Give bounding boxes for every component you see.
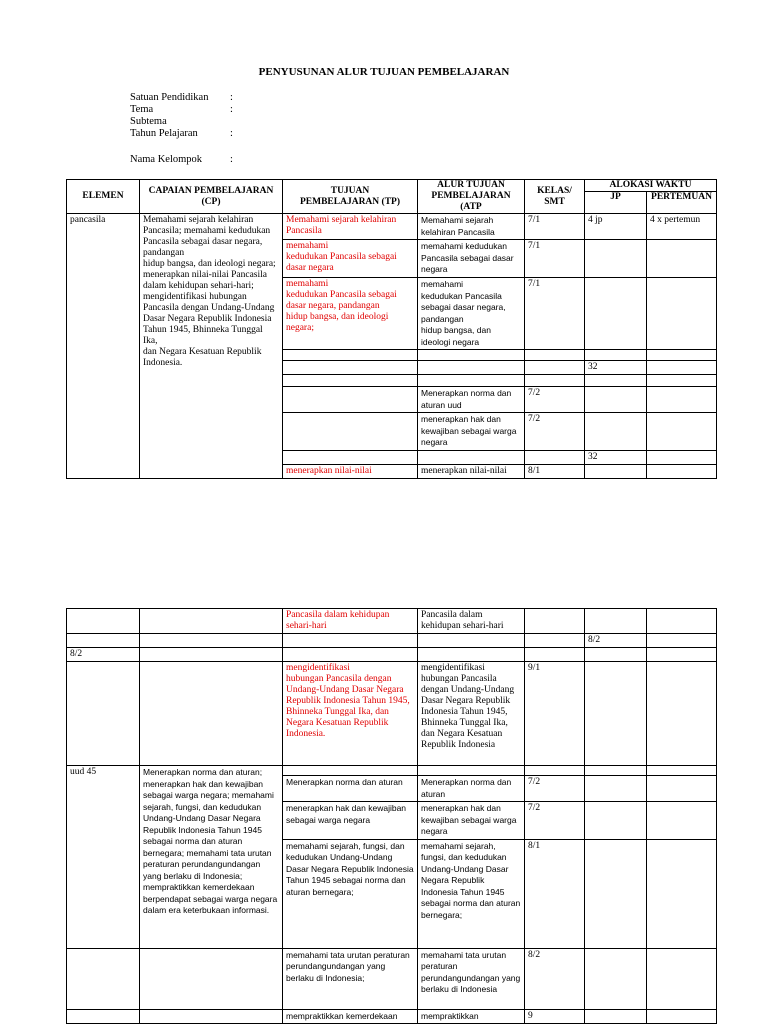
atp-cell <box>418 350 525 361</box>
jp-cell: 32 <box>585 451 647 465</box>
table-row <box>67 1009 717 1024</box>
pertemuan-cell <box>647 350 717 361</box>
elemen-cell <box>67 1009 140 1024</box>
jp-cell <box>585 648 647 662</box>
document-title: PENYUSUNAN ALUR TUJUAN PEMBELAJARAN <box>258 66 510 78</box>
pertemuan-cell <box>647 609 717 634</box>
kelas-cell: 7/1 <box>525 214 585 240</box>
cp-cell <box>140 662 283 766</box>
header-cp: CAPAIAN PEMBELAJARAN (CP) <box>140 180 283 214</box>
tp-cell <box>283 375 418 387</box>
atp-cell <box>418 375 525 387</box>
kelas-cell: 7/2 <box>525 776 585 802</box>
pertemuan-cell <box>647 766 717 776</box>
tp-cell <box>283 766 418 776</box>
atp-cell: menerapkan hak dan kewajiban sebagai warga negara <box>418 413 525 451</box>
pertemuan-cell <box>647 361 717 375</box>
kelas-cell: 7/2 <box>525 802 585 840</box>
tp-cell: memahami kedudukan Pancasila sebagai dasar negara, pandangan hidup bangsa, dan ideologi negara; <box>283 278 418 350</box>
kelas-cell <box>525 451 585 465</box>
cp-cell <box>140 1009 283 1024</box>
tp-cell <box>283 361 418 375</box>
elemen-cell <box>67 948 140 1009</box>
tp-cell <box>283 634 418 648</box>
pertemuan-cell: 4 x pertemun <box>647 214 717 240</box>
tp-cell: mengidentifikasi hubungan Pancasila dengan Undang-Undang Dasar Negara Republik Indonesia Tahun 1945, Bhinneka Tunggal Ika, dan Negara Kesatuan Republik Indonesia. <box>283 662 418 766</box>
table-row <box>67 214 717 240</box>
atp-cell <box>418 451 525 465</box>
kelas-cell <box>525 648 585 662</box>
atp-table-2 <box>66 608 717 1024</box>
table-row <box>67 948 717 1009</box>
pertemuan-cell <box>647 387 717 413</box>
kelas-cell <box>525 634 585 648</box>
info-tema: Tema : <box>130 104 233 115</box>
kelas-cell: 7/2 <box>525 413 585 451</box>
atp-cell: memahami kedudukan Pancasila sebagai dasar negara, pandangan hidup bangsa, dan ideologi negara <box>418 278 525 350</box>
pertemuan-cell <box>647 662 717 766</box>
atp-cell <box>418 766 525 776</box>
atp-cell: Pancasila dalam kehidupan sehari-hari <box>418 609 525 634</box>
cp-cell <box>140 948 283 1009</box>
pertemuan-cell <box>647 839 717 948</box>
jp-cell <box>585 766 647 776</box>
atp-cell: memahami sejarah, fungsi, dan kedudukan Undang-Undang Dasar Negara Republik Indonesia Tahun 1945 sebagai norma dan aturan bernegara; <box>418 839 525 948</box>
tp-cell <box>283 350 418 361</box>
header-jp: JP <box>585 192 647 214</box>
jp-cell <box>585 839 647 948</box>
pertemuan-cell <box>647 413 717 451</box>
header-atp: ALUR TUJUAN PEMBELAJARAN (ATP <box>418 180 525 214</box>
pertemuan-cell <box>647 240 717 278</box>
kelas-cell: 7/2 <box>525 387 585 413</box>
tp-cell <box>283 648 418 662</box>
jp-cell <box>585 1009 647 1024</box>
pertemuan-cell <box>647 1009 717 1024</box>
jp-cell <box>585 413 647 451</box>
pertemuan-cell <box>647 802 717 840</box>
jp-cell: 4 jp <box>585 214 647 240</box>
pertemuan-cell <box>647 465 717 479</box>
elemen-cell <box>67 634 140 648</box>
kelas-cell <box>525 350 585 361</box>
elemen-cell: pancasila <box>67 214 140 479</box>
tp-cell: menerapkan nilai-nilai <box>283 465 418 479</box>
info-subtema: Subtema <box>130 116 167 127</box>
cp-cell <box>140 648 283 662</box>
cp-cell <box>140 609 283 634</box>
kelas-cell: 8/2 <box>525 948 585 1009</box>
tp-cell: memahami tata urutan peraturan perundangundangan yang berlaku di Indonesia; <box>283 948 418 1009</box>
header-tp: TUJUAN PEMBELAJARAN (TP) <box>283 180 418 214</box>
pertemuan-cell <box>647 278 717 350</box>
kelas-cell <box>525 609 585 634</box>
elemen-cell <box>67 662 140 766</box>
pertemuan-cell <box>647 648 717 662</box>
tp-cell <box>283 451 418 465</box>
kelas-cell: 7/1 <box>525 240 585 278</box>
kelas-cell <box>525 375 585 387</box>
atp-cell: menerapkan hak dan kewajiban sebagai warga negara <box>418 802 525 840</box>
jp-cell: 32 <box>585 361 647 375</box>
atp-cell: Menerapkan norma dan aturan uud <box>418 387 525 413</box>
tp-cell: Menerapkan norma dan aturan <box>283 776 418 802</box>
cp-cell <box>140 634 283 648</box>
kelas-cell: 9 <box>525 1009 585 1024</box>
header-row <box>67 180 717 192</box>
jp-cell <box>585 802 647 840</box>
tp-cell: Memahami sejarah kelahiran Pancasila <box>283 214 418 240</box>
atp-cell: mempraktikkan <box>418 1009 525 1024</box>
atp-cell: Memahami sejarah kelahiran Pancasila <box>418 214 525 240</box>
tp-cell <box>283 387 418 413</box>
kelas-cell <box>525 766 585 776</box>
table-row <box>67 634 717 648</box>
cp-cell: Menerapkan norma dan aturan; menerapkan hak dan kewajiban sebagai warga negara; memahami sejarah, fungsi, dan kedudukan Undang-Undang Dasar Negara Republik Indonesia Tahun 1945 sebagai norma dan aturan bernegara; memahami tata urutan peraturan perundangundangan yang berlaku di Indonesia; mempraktikkan kemerdekaan berpendapat sebagai warga negara dalam era keterbukaan informasi. <box>140 766 283 949</box>
tp-cell: Pancasila dalam kehidupan sehari-hari <box>283 609 418 634</box>
info-tahun-pelajaran: Tahun Pelajaran : <box>130 128 233 139</box>
jp-cell <box>585 662 647 766</box>
table-row <box>67 662 717 766</box>
tp-cell: memahami sejarah, fungsi, dan kedudukan Undang-Undang Dasar Negara Republik Indonesia Tahun 1945 sebagai norma dan aturan bernegara; <box>283 839 418 948</box>
atp-cell <box>418 648 525 662</box>
jp-cell <box>585 350 647 361</box>
pertemuan-cell <box>647 375 717 387</box>
jp-cell <box>585 776 647 802</box>
tp-cell: memahami kedudukan Pancasila sebagai dasar negara <box>283 240 418 278</box>
kelas-cell: 8/1 <box>525 839 585 948</box>
table-row <box>67 609 717 634</box>
atp-cell <box>418 361 525 375</box>
elemen-cell: uud 45 <box>67 766 140 949</box>
jp-cell <box>585 278 647 350</box>
header-alokasi: ALOKASI WAKTU <box>585 180 717 192</box>
atp-cell <box>418 634 525 648</box>
kelas-cell: 7/1 <box>525 278 585 350</box>
tp-cell <box>283 413 418 451</box>
jp-cell <box>585 465 647 479</box>
atp-cell: mengidentifikasi hubungan Pancasila dengan Undang-Undang Dasar Negara Republik Indonesia Tahun 1945, Bhinneka Tunggal Ika, dan Negara Kesatuan Republik Indonesia <box>418 662 525 766</box>
atp-cell: Menerapkan norma dan aturan <box>418 776 525 802</box>
tp-cell: mempraktikkan kemerdekaan <box>283 1009 418 1024</box>
jp-cell: 8/2 <box>585 634 647 648</box>
atp-cell: menerapkan nilai-nilai <box>418 465 525 479</box>
atp-cell: memahami tata urutan peraturan perundangundangan yang berlaku di Indonesia <box>418 948 525 1009</box>
pertemuan-cell <box>647 948 717 1009</box>
elemen-cell <box>67 609 140 634</box>
jp-cell <box>585 948 647 1009</box>
jp-cell <box>585 240 647 278</box>
pertemuan-cell <box>647 634 717 648</box>
header-kelas: KELAS/ SMT <box>525 180 585 214</box>
info-nama-kelompok: Nama Kelompok : <box>130 154 233 165</box>
atp-table-1 <box>66 179 717 479</box>
table-row <box>67 766 717 776</box>
header-elemen: ELEMEN <box>67 180 140 214</box>
kelas-cell: 9/1 <box>525 662 585 766</box>
pertemuan-cell <box>647 776 717 802</box>
kelas-cell <box>525 361 585 375</box>
header-pertemuan: PERTEMUAN <box>647 192 717 214</box>
atp-cell: memahami kedudukan Pancasila sebagai dasar negara <box>418 240 525 278</box>
pertemuan-cell <box>647 451 717 465</box>
elemen-cell: 8/2 <box>67 648 140 662</box>
kelas-cell: 8/1 <box>525 465 585 479</box>
tp-cell: menerapkan hak dan kewajiban sebagai warga negara <box>283 802 418 840</box>
jp-cell <box>585 375 647 387</box>
jp-cell <box>585 609 647 634</box>
cp-cell: Memahami sejarah kelahiran Pancasila; memahami kedudukan Pancasila sebagai dasar negara, pandangan hidup bangsa, dan ideologi negara; menerapkan nilai-nilai Pancasila dalam kehidupan sehari-hari; mengidentifikasi hubungan Pancasila dengan Undang-Undang Dasar Negara Republik Indonesia Tahun 1945, Bhinneka Tunggal Ika, dan Negara Kesatuan Republik Indonesia. <box>140 214 283 479</box>
info-satuan-pendidikan: Satuan Pendidikan : <box>130 92 233 103</box>
table-row <box>67 648 717 662</box>
jp-cell <box>585 387 647 413</box>
